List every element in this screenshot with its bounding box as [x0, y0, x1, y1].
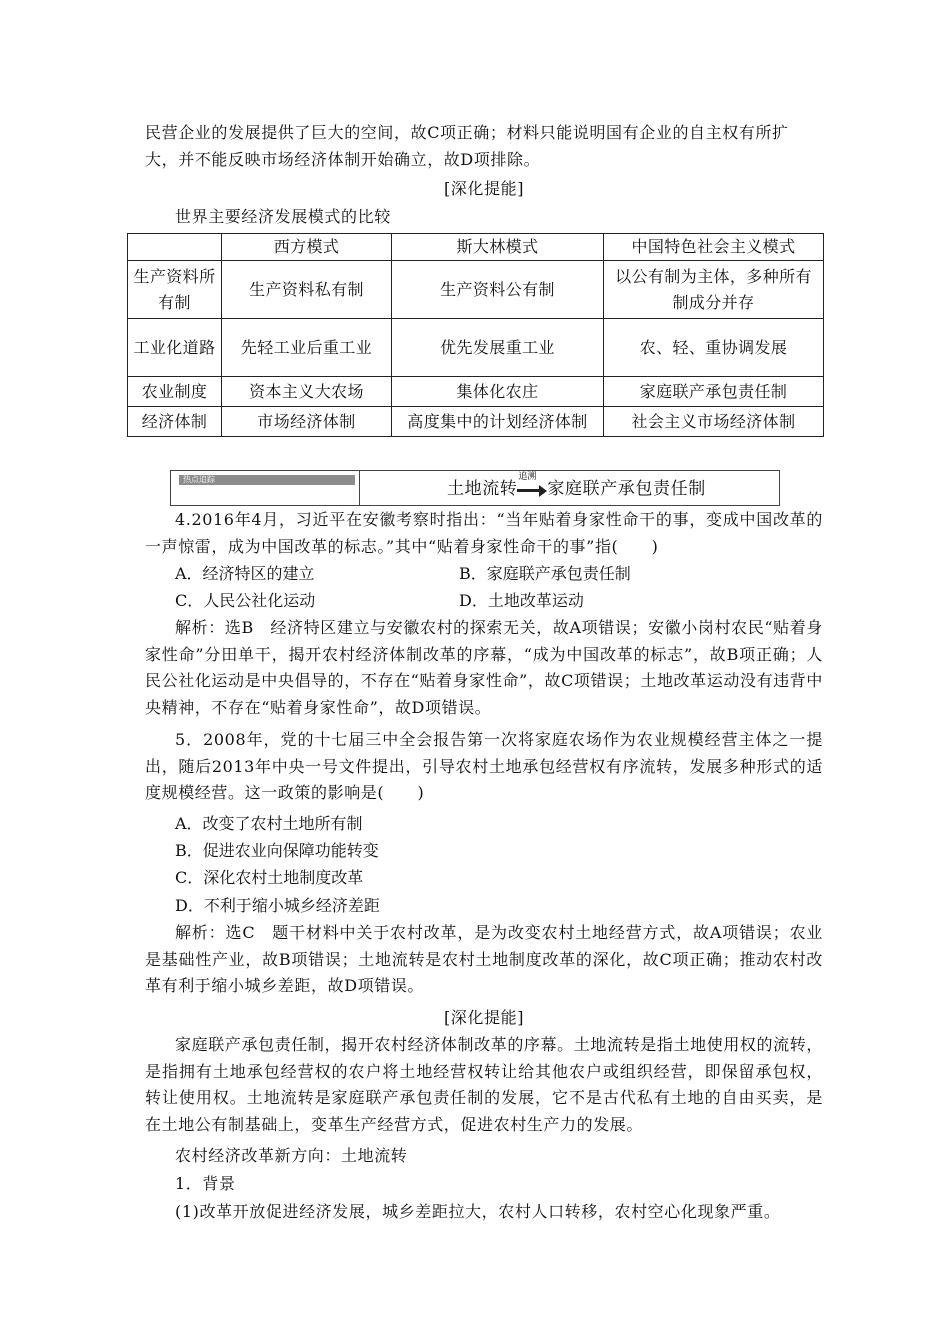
table-header-cell [128, 234, 222, 261]
hotspot-tag: 热点追踪 [179, 475, 355, 485]
q5-option-d: D．不利于缩小城乡经济差距 [175, 896, 380, 915]
table-header-cell: 斯大林模式 [392, 234, 604, 261]
q5-analysis: 解析：选C 题干材料中关于农村改革，是为改变农村土地经营方式，故A项错误；农业是基础性产业，故B项错误；土地流转是农村土地制度改革的深化，故C项正确；推动农村改革有利于缩小城乡差距，故D项错误。 [145, 923, 823, 995]
arrow-label: 追溯 [518, 472, 537, 482]
q5-stem: 5．2008年，党的十七届三中全会报告第一次将家庭农场作为农业规模经营主体之一提出，随后2013年中央一号文件提出，引导农村土地承包经营权有序流转，发展多种形式的适度规模经营。这一政策的影响是( ) [145, 730, 823, 802]
table-row [128, 377, 824, 407]
table-cell: 资本主义大农场 [222, 377, 392, 407]
deepen-heading-2: [深化提能] [443, 1008, 525, 1027]
q5-option-b: B．促进农业向保障功能转变 [175, 841, 379, 860]
q4-stem: 4.2016年4月，习近平在安徽考察时指出：“当年贴着身家性命干的事，变成中国改革的一声惊雷，成为中国改革的标志。”其中“贴着身家性命干的事”指( ) [145, 510, 823, 556]
deepen-heading-1: [深化提能] [443, 179, 525, 198]
new-direction-heading: 农村经济改革新方向：土地流转 [175, 1146, 408, 1165]
background-heading: 1．背景 [175, 1174, 236, 1193]
table-caption: 世界主要经济发展模式的比较 [175, 207, 391, 226]
banner-left-text: 土地流转 [447, 479, 518, 499]
banner-title [447, 472, 706, 500]
table-row [128, 407, 824, 437]
table-cell: 农业制度 [128, 377, 222, 407]
table-cell: 家庭联产承包责任制 [604, 377, 824, 407]
q5-option-c: C．深化农村土地制度改革 [175, 868, 364, 887]
table-cell: 农、轻、重协调发展 [604, 319, 824, 377]
background-item-1: (1)改革开放促进经济发展，城乡差距拉大，农村人口转移，农村空心化现象严重。 [175, 1202, 781, 1221]
q4-option-b: B．家庭联产承包责任制 [459, 564, 631, 583]
q4-option-d: D．土地改革运动 [459, 591, 584, 610]
table-header-cell: 西方模式 [222, 234, 392, 261]
hotspot-banner [170, 470, 780, 506]
comparison-table [127, 233, 824, 437]
table-cell: 高度集中的计划经济体制 [392, 407, 604, 437]
table-cell: 生产资料所有制 [128, 261, 222, 319]
table-header-cell: 中国特色社会主义模式 [604, 234, 824, 261]
table-header-row [128, 234, 824, 261]
deepen-paragraph: 家庭联产承包责任制，揭开农村经济体制改革的序幕。土地流转是指土地使用权的流转，是指拥有土地承包经营权的农户将土地经营权转让给其他农户或组织经营，即保留承包权，转让使用权。土地流转是家庭联产承包责任制的发展，它不是古代私有土地的自由买卖，是在土地公有制基础上，变革生产经营方式，促进农村生产力的发展。 [145, 1035, 823, 1134]
q5-option-a: A．改变了农村土地所有制 [175, 814, 363, 833]
table-cell: 先轻工业后重工业 [222, 319, 392, 377]
intro-line-2: 大，并不能反映市场经济体制开始确立，故D项排除。 [145, 150, 541, 169]
table-cell: 经济体制 [128, 407, 222, 437]
table-cell: 工业化道路 [128, 319, 222, 377]
intro-line-1: 民营企业的发展提供了巨大的空间，故C项正确；材料只能说明国有企业的自主权有所扩 [145, 123, 789, 142]
table-cell: 以公有制为主体，多种所有制成分并存 [604, 261, 824, 319]
table-cell: 生产资料私有制 [222, 261, 392, 319]
table-cell: 市场经济体制 [222, 407, 392, 437]
q4-analysis: 解析：选B 经济特区建立与安徽农村的探索无关，故A项错误；安徽小岗村农民“贴着身家性命”分田单干，揭开农村经济体制改革的序幕，“成为中国改革的标志”，故B项正确；人民公社化运动是中央倡导的，不存在“贴着身家性命”，故C项错误；土地改革运动没有违背中央精神，不存在“贴着身家性命”，故D项错误。 [145, 618, 823, 717]
table-cell: 社会主义市场经济体制 [604, 407, 824, 437]
table-row [128, 261, 824, 319]
table-cell: 优先发展重工业 [392, 319, 604, 377]
trace-arrow-icon [517, 472, 547, 500]
banner-right-text: 家庭联产承包责任制 [547, 479, 706, 499]
banner-divider [359, 471, 360, 505]
q4-option-a: A．经济特区的建立 [175, 564, 315, 583]
table-cell: 生产资料公有制 [392, 261, 604, 319]
table-cell: 集体化农庄 [392, 377, 604, 407]
q4-option-c: C．人民公社化运动 [175, 591, 316, 610]
table-row [128, 319, 824, 377]
